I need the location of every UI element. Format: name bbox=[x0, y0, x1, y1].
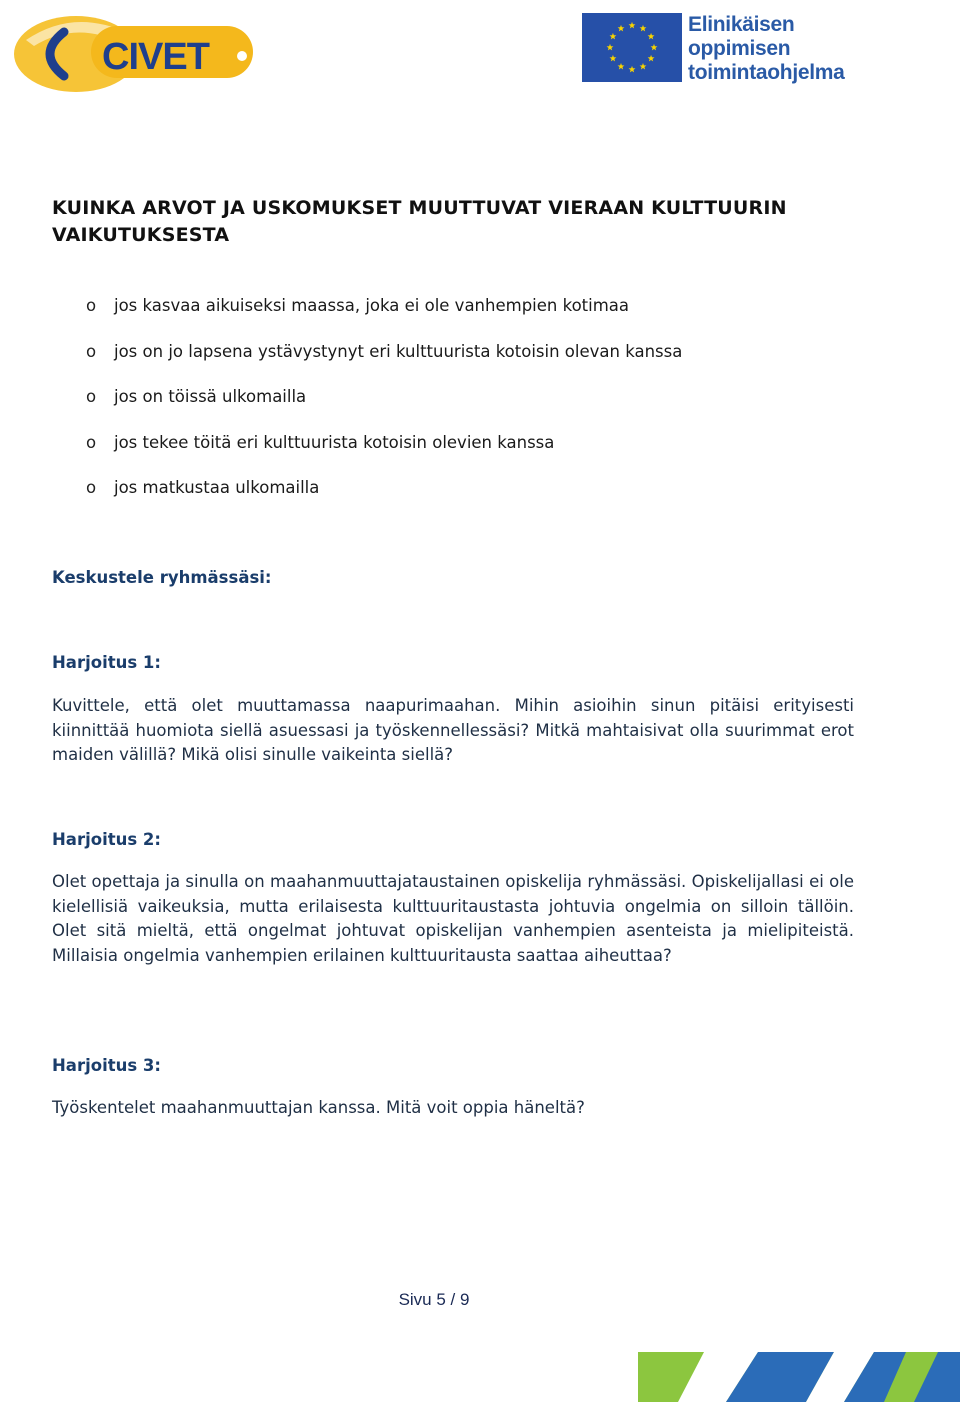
bullet-marker: o bbox=[86, 478, 97, 497]
civet-logo bbox=[6, 10, 256, 94]
page-number: Sivu 5 / 9 bbox=[398, 1290, 470, 1309]
bullet-text: jos on jo lapsena ystävystynyt eri kulttuurista kotoisin olevan kanssa bbox=[114, 341, 683, 361]
page-title: KUINKA ARVOT JA USKOMUKSET MUUTTUVAT VIERAAN KULTTUURIN VAIKUTUKSESTA bbox=[52, 197, 787, 246]
exercise-3-text: Työskentelet maahanmuuttajan kanssa. Mitä voit oppia häneltä? bbox=[52, 1098, 585, 1117]
bullet-marker: o bbox=[86, 387, 97, 406]
bullet-text: jos tekee töitä eri kulttuurista kotoisin olevien kanssa bbox=[114, 432, 555, 452]
eu-lifelong-learning-logo bbox=[582, 13, 862, 85]
eu-logo-line: toimintaohjelma bbox=[688, 61, 845, 84]
civet-logo-text: CIVET bbox=[102, 36, 209, 78]
exercise-2-text: Olet opettaja ja sinulla on maahanmuuttajataustainen opiskelija ryhmässäsi. Opiskelijallasi ei ole kielellisiä vaikeuksia, mutta erilaisesta kulttuuritaustasta johtuvia ongelmia on silloin tällöin. Olet sitä mieltä, että ongelmat johtuvat opiskelijan vanhempien asenteista ja mielipiteistä. Millaisia ongelmia vanhempien erilainen kulttuuritausta saattaa aiheuttaa? bbox=[52, 872, 854, 965]
bullet-marker: o bbox=[86, 341, 97, 361]
exercise-1-text: Kuvittele, että olet muuttamassa naapurimaahan. Mihin asioihin sinun pitäisi erityisesti kiinnittää huomiota siellä asuessasi ja työskennellessäsi? Mitkä mahtaisivat olla suurimmat erot maiden välillä? Mikä olisi sinulle vaikeinta siellä? bbox=[52, 696, 854, 765]
exercise-3-heading: Harjoitus 3: bbox=[52, 1056, 162, 1075]
bullet-text: jos matkustaa ulkomailla bbox=[114, 478, 320, 497]
bullet-marker: o bbox=[86, 296, 97, 315]
exercise-2-heading: Harjoitus 2: bbox=[52, 830, 162, 849]
exercise-1-heading: Harjoitus 1: bbox=[52, 653, 162, 672]
bullet-marker: o bbox=[86, 432, 97, 452]
eu-logo-text bbox=[688, 13, 845, 85]
bullet-text: jos on töissä ulkomailla bbox=[114, 387, 307, 406]
discuss-heading: Keskustele ryhmässäsi: bbox=[52, 568, 272, 587]
eu-flag-icon bbox=[582, 13, 682, 82]
eu-logo-line: oppimisen bbox=[688, 37, 791, 60]
bullet-text: jos kasvaa aikuiseksi maassa, joka ei ole vanhempien kotimaa bbox=[114, 296, 630, 315]
eu-logo-line: Elinikäisen bbox=[688, 13, 795, 36]
footer-decoration bbox=[638, 1348, 960, 1402]
